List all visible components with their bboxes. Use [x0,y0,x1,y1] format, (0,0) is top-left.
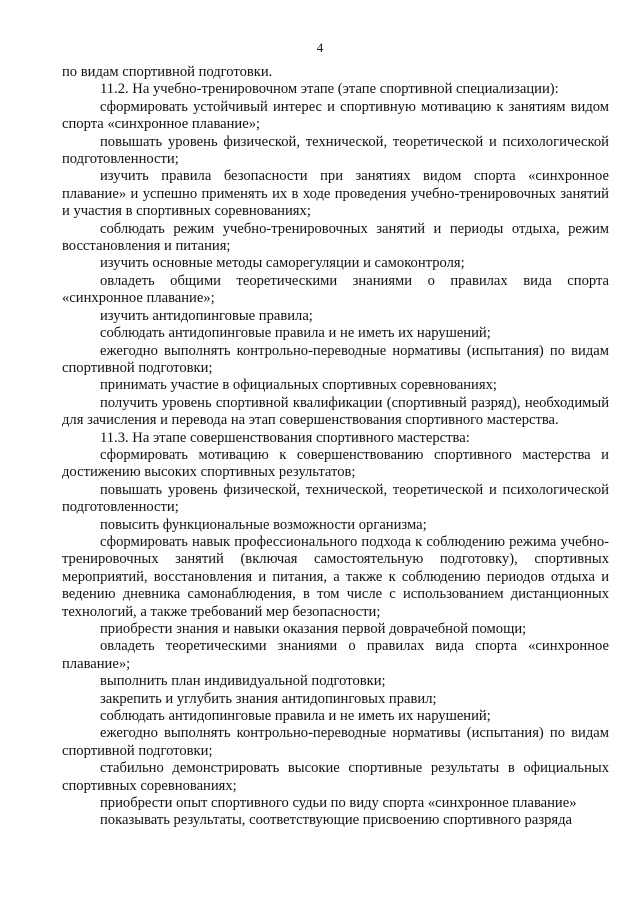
paragraph: соблюдать антидопинговые правила и не иметь их нарушений; [100,708,491,725]
paragraph: приобрести опыт спортивного судьи по виду спорта «синхронное плавание» [100,795,577,812]
paragraph: повышать уровень физической, технической, теоретической и психологической подготовленности; [62,481,609,516]
page-number: 4 [316,40,324,55]
paragraph: ежегодно выполнять контрольно-переводные нормативы (испытания) по видам спортивной подготовки; [62,342,609,376]
paragraph: соблюдать антидопинговые правила и не иметь их нарушений; [100,325,491,342]
paragraph: соблюдать режим учебно-тренировочных занятий и периоды отдыха, режим восстановления и питания; [62,220,609,255]
paragraph: 11.2. На учебно-тренировочном этапе (этапе спортивной специализации): [100,81,559,98]
paragraph: стабильно демонстрировать высокие спортивные результаты в официальных спортивных соревнованиях; [62,760,609,794]
paragraph: изучить правила безопасности при занятиях видом спорта «синхронное плавание» и успешно применять их в ходе проведения учебно-тренировочных занятий и участия в спортивных соревнованиях; [62,168,609,220]
document-body [62,64,609,830]
paragraph: выполнить план индивидуальной подготовки; [100,673,386,690]
paragraph: 11.3. На этапе совершенствования спортивного мастерства: [100,429,470,446]
paragraph: получить уровень спортивной квалификации (спортивный разряд), необходимый для зачисления и перевода на этап совершенствования спортивного мастерства. [62,394,609,429]
paragraph: сформировать устойчивый интерес и спортивную мотивацию к занятиям видом спорта «синхронное плавание»; [62,98,609,133]
paragraph: овладеть общими теоретическими знаниями о правилах вида спорта «синхронное плавание»; [62,272,609,307]
paragraph: изучить основные методы саморегуляции и самоконтроля; [100,255,465,272]
paragraph: ежегодно выполнять контрольно-переводные нормативы (испытания) по видам спортивной подготовки; [62,725,609,759]
paragraph: повысить функциональные возможности организма; [100,516,427,533]
paragraph: закрепить и углубить знания антидопинговых правил; [100,690,437,707]
paragraph: показывать результаты, соответствующие присвоению спортивного разряда [100,812,573,829]
paragraph: повышать уровень физической, технической, теоретической и психологической подготовленности; [62,133,609,168]
paragraph: по видам спортивной подготовки. [62,64,273,80]
paragraph: приобрести знания и навыки оказания первой доврачебной помощи; [100,621,527,637]
paragraph: сформировать мотивацию к совершенствованию спортивного мастерства и достижению высоких спортивных результатов; [62,446,609,481]
paragraph: сформировать навык профессионального подхода к соблюдению режима учебно-тренировочных занятий (включая самостоятельную подготовку), спортивных мероприятий, восстановления и питания, а также к соблюдению периодов отдыха и ведению дневника самонаблюдения, в том числе с использованием дистанционных технологий, а также требований мер безопасности; [62,533,609,620]
paragraph: принимать участие в официальных спортивных соревнованиях; [100,377,497,394]
paragraph: овладеть теоретическими знаниями о правилах вида спорта «синхронное плавание»; [62,638,609,672]
paragraph: изучить антидопинговые правила; [100,307,313,324]
